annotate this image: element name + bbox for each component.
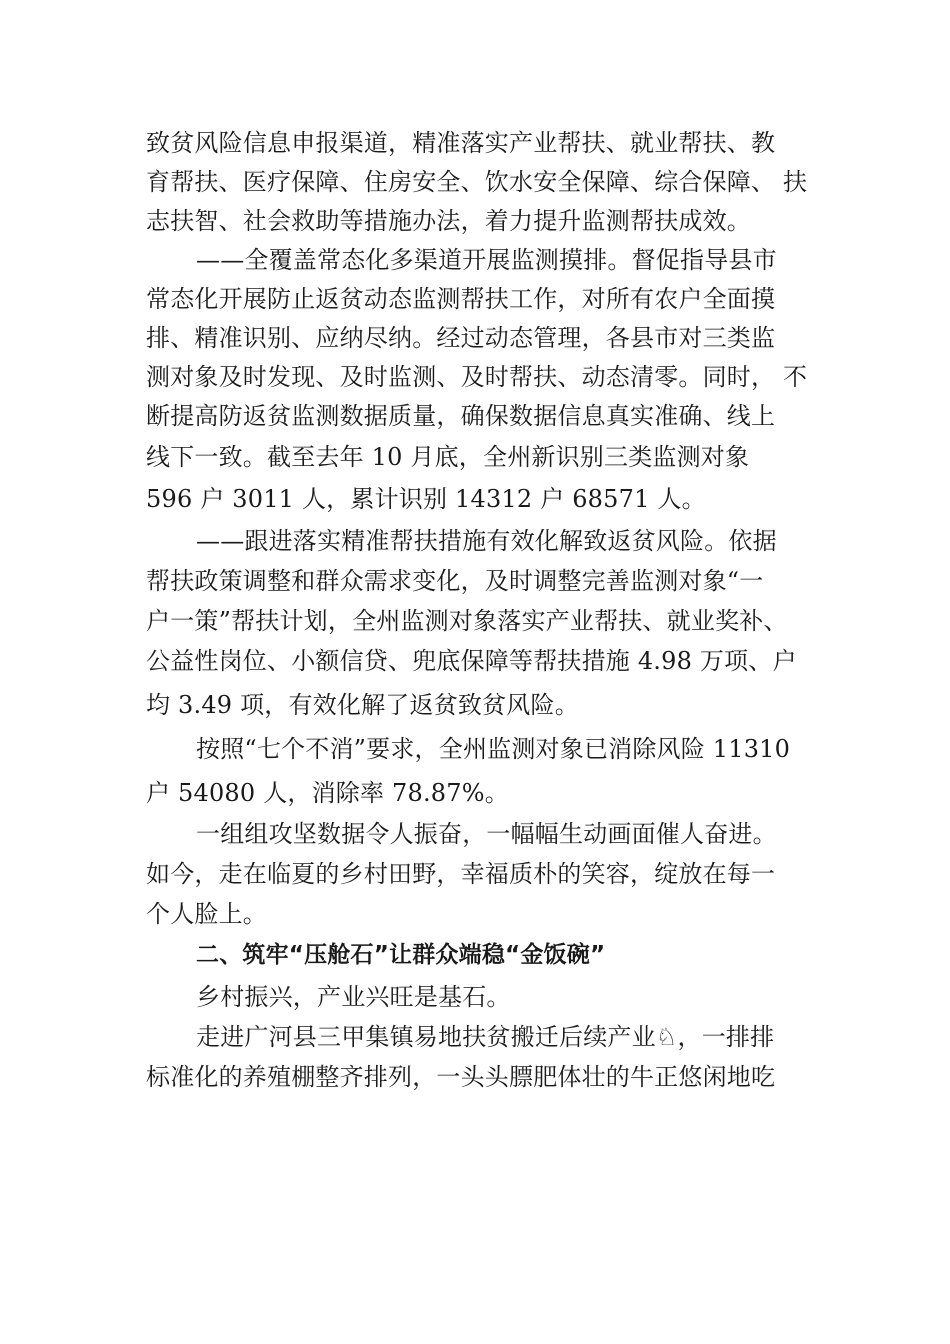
text-line: ——全覆盖常态化多渠道开展监测摸排。督促指导县市: [196, 246, 777, 274]
text-line: 个人脸上。: [146, 900, 267, 928]
section-heading: 二、筑牢“压舱石”让群众端稳“金饭碗”: [196, 942, 606, 968]
text-line: 常态化开展防止返贫动态监测帮扶工作，对所有农户全面摸: [146, 285, 776, 313]
text-line: 如今，走在临夏的乡村田野，幸福质朴的笑容，绽放在每一: [146, 860, 776, 888]
text-line: 按照“七个不消”要求，全州监测对象已消除风险 11310: [196, 735, 791, 763]
text-line: 公益性岗位、小额信贷、兜底保障等帮扶措施 4.98 万项、户: [146, 647, 797, 675]
text-line: 致贫风险信息申报渠道，精准落实产业帮扶、就业帮扶、教: [146, 129, 776, 157]
text-line: 均 3.49 项，有效化解了返贫致贫风险。: [146, 691, 579, 719]
text-line: 测对象及时发现、及时监测、及时帮扶、动态清零。同时， 不: [146, 363, 808, 391]
text-line: 标准化的养殖棚整齐排列，一头头膘肥体壮的牛正悠闲地吃: [146, 1063, 776, 1091]
text-line: 一组组攻坚数据令人振奋，一幅幅生动画面催人奋进。: [196, 820, 777, 848]
text-line: 育帮扶、医疗保障、住房安全、饮水安全保障、综合保障、 扶: [146, 168, 808, 196]
text-line: 志扶智、社会救助等措施办法，着力提升监测帮扶成效。: [146, 207, 751, 235]
text-line: 排、精准识别、应纳尽纳。经过动态管理，各县市对三类监: [146, 324, 776, 352]
text-line: 线下一致。截至去年 10 月底，全州新识别三类监测对象: [146, 443, 750, 471]
text-line: 帮扶政策调整和群众需求变化，及时调整完善监测对象“一: [146, 567, 764, 595]
text-line: 乡村振兴，产业兴旺是基石。: [196, 983, 511, 1011]
text-line: ——跟进落实精准帮扶措施有效化解致返贫风险。依据: [196, 527, 777, 555]
text-line: 596 户 3011 人，累计识别 14312 户 68571 人。: [146, 485, 706, 513]
text-line: 断提高防返贫监测数据质量，确保数据信息真实准确、线上: [146, 402, 776, 430]
text-line: 户一策”帮扶计划，全州监测对象落实产业帮扶、就业奖补、: [146, 607, 788, 635]
text-line: 走进广河县三甲集镇易地扶贫搬迁后续产业♘，一排排: [196, 1023, 775, 1051]
text-line: 户 54080 人，消除率 78.87%。: [146, 779, 509, 807]
